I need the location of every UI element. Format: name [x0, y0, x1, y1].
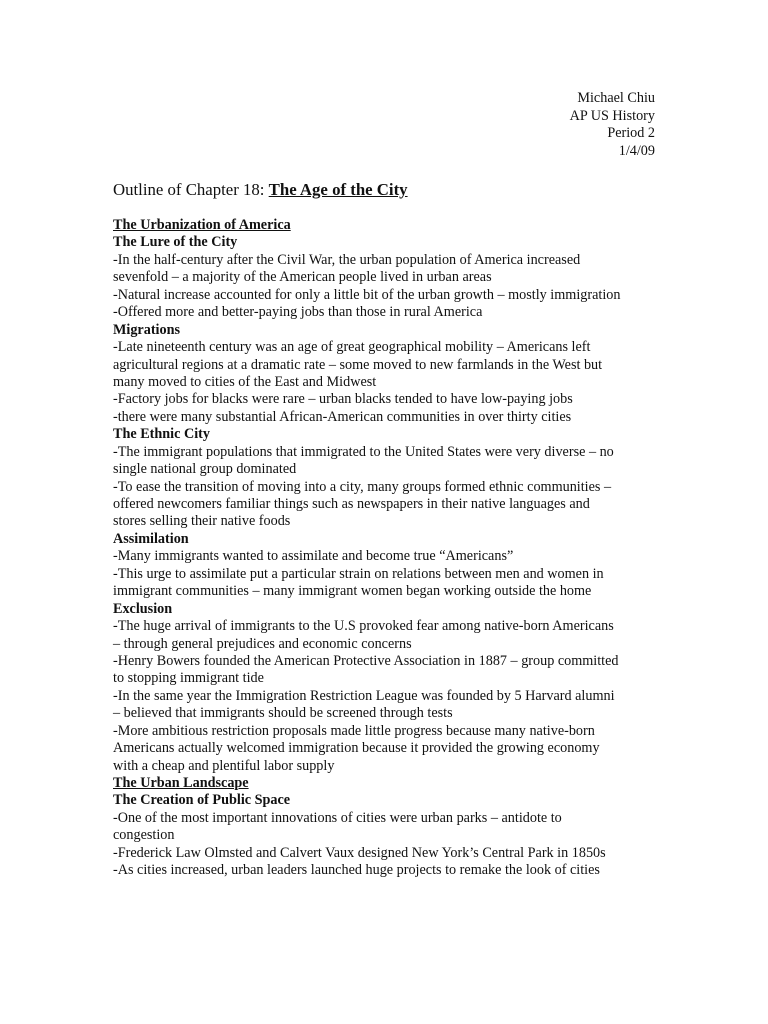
outline-line: congestion — [113, 827, 175, 844]
document-title — [113, 180, 408, 200]
outline-line: -As cities increased, urban leaders launched huge projects to remake the look of cities — [113, 862, 600, 879]
outline-line: -This urge to assimilate put a particular strain on relations between men and women in — [113, 565, 604, 582]
section-title: The Urban Landscape — [113, 775, 249, 791]
author-header — [570, 90, 655, 160]
outline-line: to stopping immigrant tide — [113, 670, 264, 687]
outline-line: Americans actually welcomed immigration because it provided the growing economy — [113, 740, 600, 757]
outline-line: -there were many substantial African-American communities in over thirty cities — [113, 408, 572, 425]
outline-body — [113, 217, 661, 880]
outline-line: -Natural increase accounted for only a little bit of the urban growth – mostly immigration — [113, 286, 621, 303]
outline-line: – believed that immigrants should be screened through tests — [113, 705, 453, 722]
subsection-heading: The Lure of the City — [113, 234, 238, 251]
outline-line: -The immigrant populations that immigrated to the United States were very diverse – no — [113, 443, 614, 460]
outline-line: offered newcomers familiar things such as newspapers in their native languages and — [113, 496, 590, 512]
title-prefix: Outline of Chapter 18: — [113, 180, 269, 199]
outline-line: -In the half-century after the Civil War, the urban population of America increased — [113, 251, 581, 268]
outline-line: -One of the most important innovations of cities were urban parks – antidote to — [113, 809, 562, 826]
outline-line: single national group dominated — [113, 461, 297, 478]
outline-line: -In the same year the Immigration Restriction League was founded by 5 Harvard alumni — [113, 687, 615, 704]
outline-line: -Late nineteenth century was an age of great geographical mobility – Americans left — [113, 339, 591, 356]
course-name: AP US History — [569, 107, 655, 124]
subsection-heading: Migrations — [113, 321, 180, 338]
outline-line: -Frederick Law Olmsted and Calvert Vaux designed New York’s Central Park in 1850s — [113, 844, 606, 861]
outline-line: with a cheap and plentiful labor supply — [113, 757, 335, 774]
subsection-heading: The Ethnic City — [113, 426, 210, 443]
section-title: The Urbanization of America — [113, 217, 291, 233]
outline-line: -More ambitious restriction proposals made little progress because many native-born — [113, 722, 595, 739]
outline-line: agricultural regions at a dramatic rate – some moved to new farmlands in the West but — [113, 356, 603, 373]
outline-line: -Factory jobs for blacks were rare – urban blacks tended to have low-paying jobs — [113, 391, 573, 408]
class-period: Period 2 — [607, 125, 655, 141]
outline-line: -Henry Bowers founded the American Protective Association in 1887 – group committed — [113, 652, 619, 669]
outline-line: sevenfold – a majority of the American people lived in urban areas — [113, 269, 492, 286]
subsection-heading: Exclusion — [113, 600, 173, 617]
author-name: Michael Chiu — [577, 90, 655, 106]
subsection-heading: The Creation of Public Space — [113, 792, 291, 809]
outline-line: -The huge arrival of immigrants to the U.S provoked fear among native-born Americans — [113, 618, 614, 635]
outline-line: stores selling their native foods — [113, 513, 291, 530]
outline-line: many moved to cities of the East and Midwest — [113, 373, 377, 390]
chapter-title: The Age of the City — [268, 180, 408, 199]
document-date: 1/4/09 — [618, 142, 655, 159]
outline-line: -Many immigrants wanted to assimilate and become true “Americans” — [113, 548, 514, 565]
outline-line: – through general prejudices and economic concerns — [113, 635, 412, 652]
outline-line: -To ease the transition of moving into a city, many groups formed ethnic communities – — [113, 478, 612, 495]
outline-line: immigrant communities – many immigrant women began working outside the home — [113, 583, 592, 600]
subsection-heading: Assimilation — [113, 530, 189, 547]
outline-line: -Offered more and better-paying jobs than those in rural America — [113, 304, 483, 321]
